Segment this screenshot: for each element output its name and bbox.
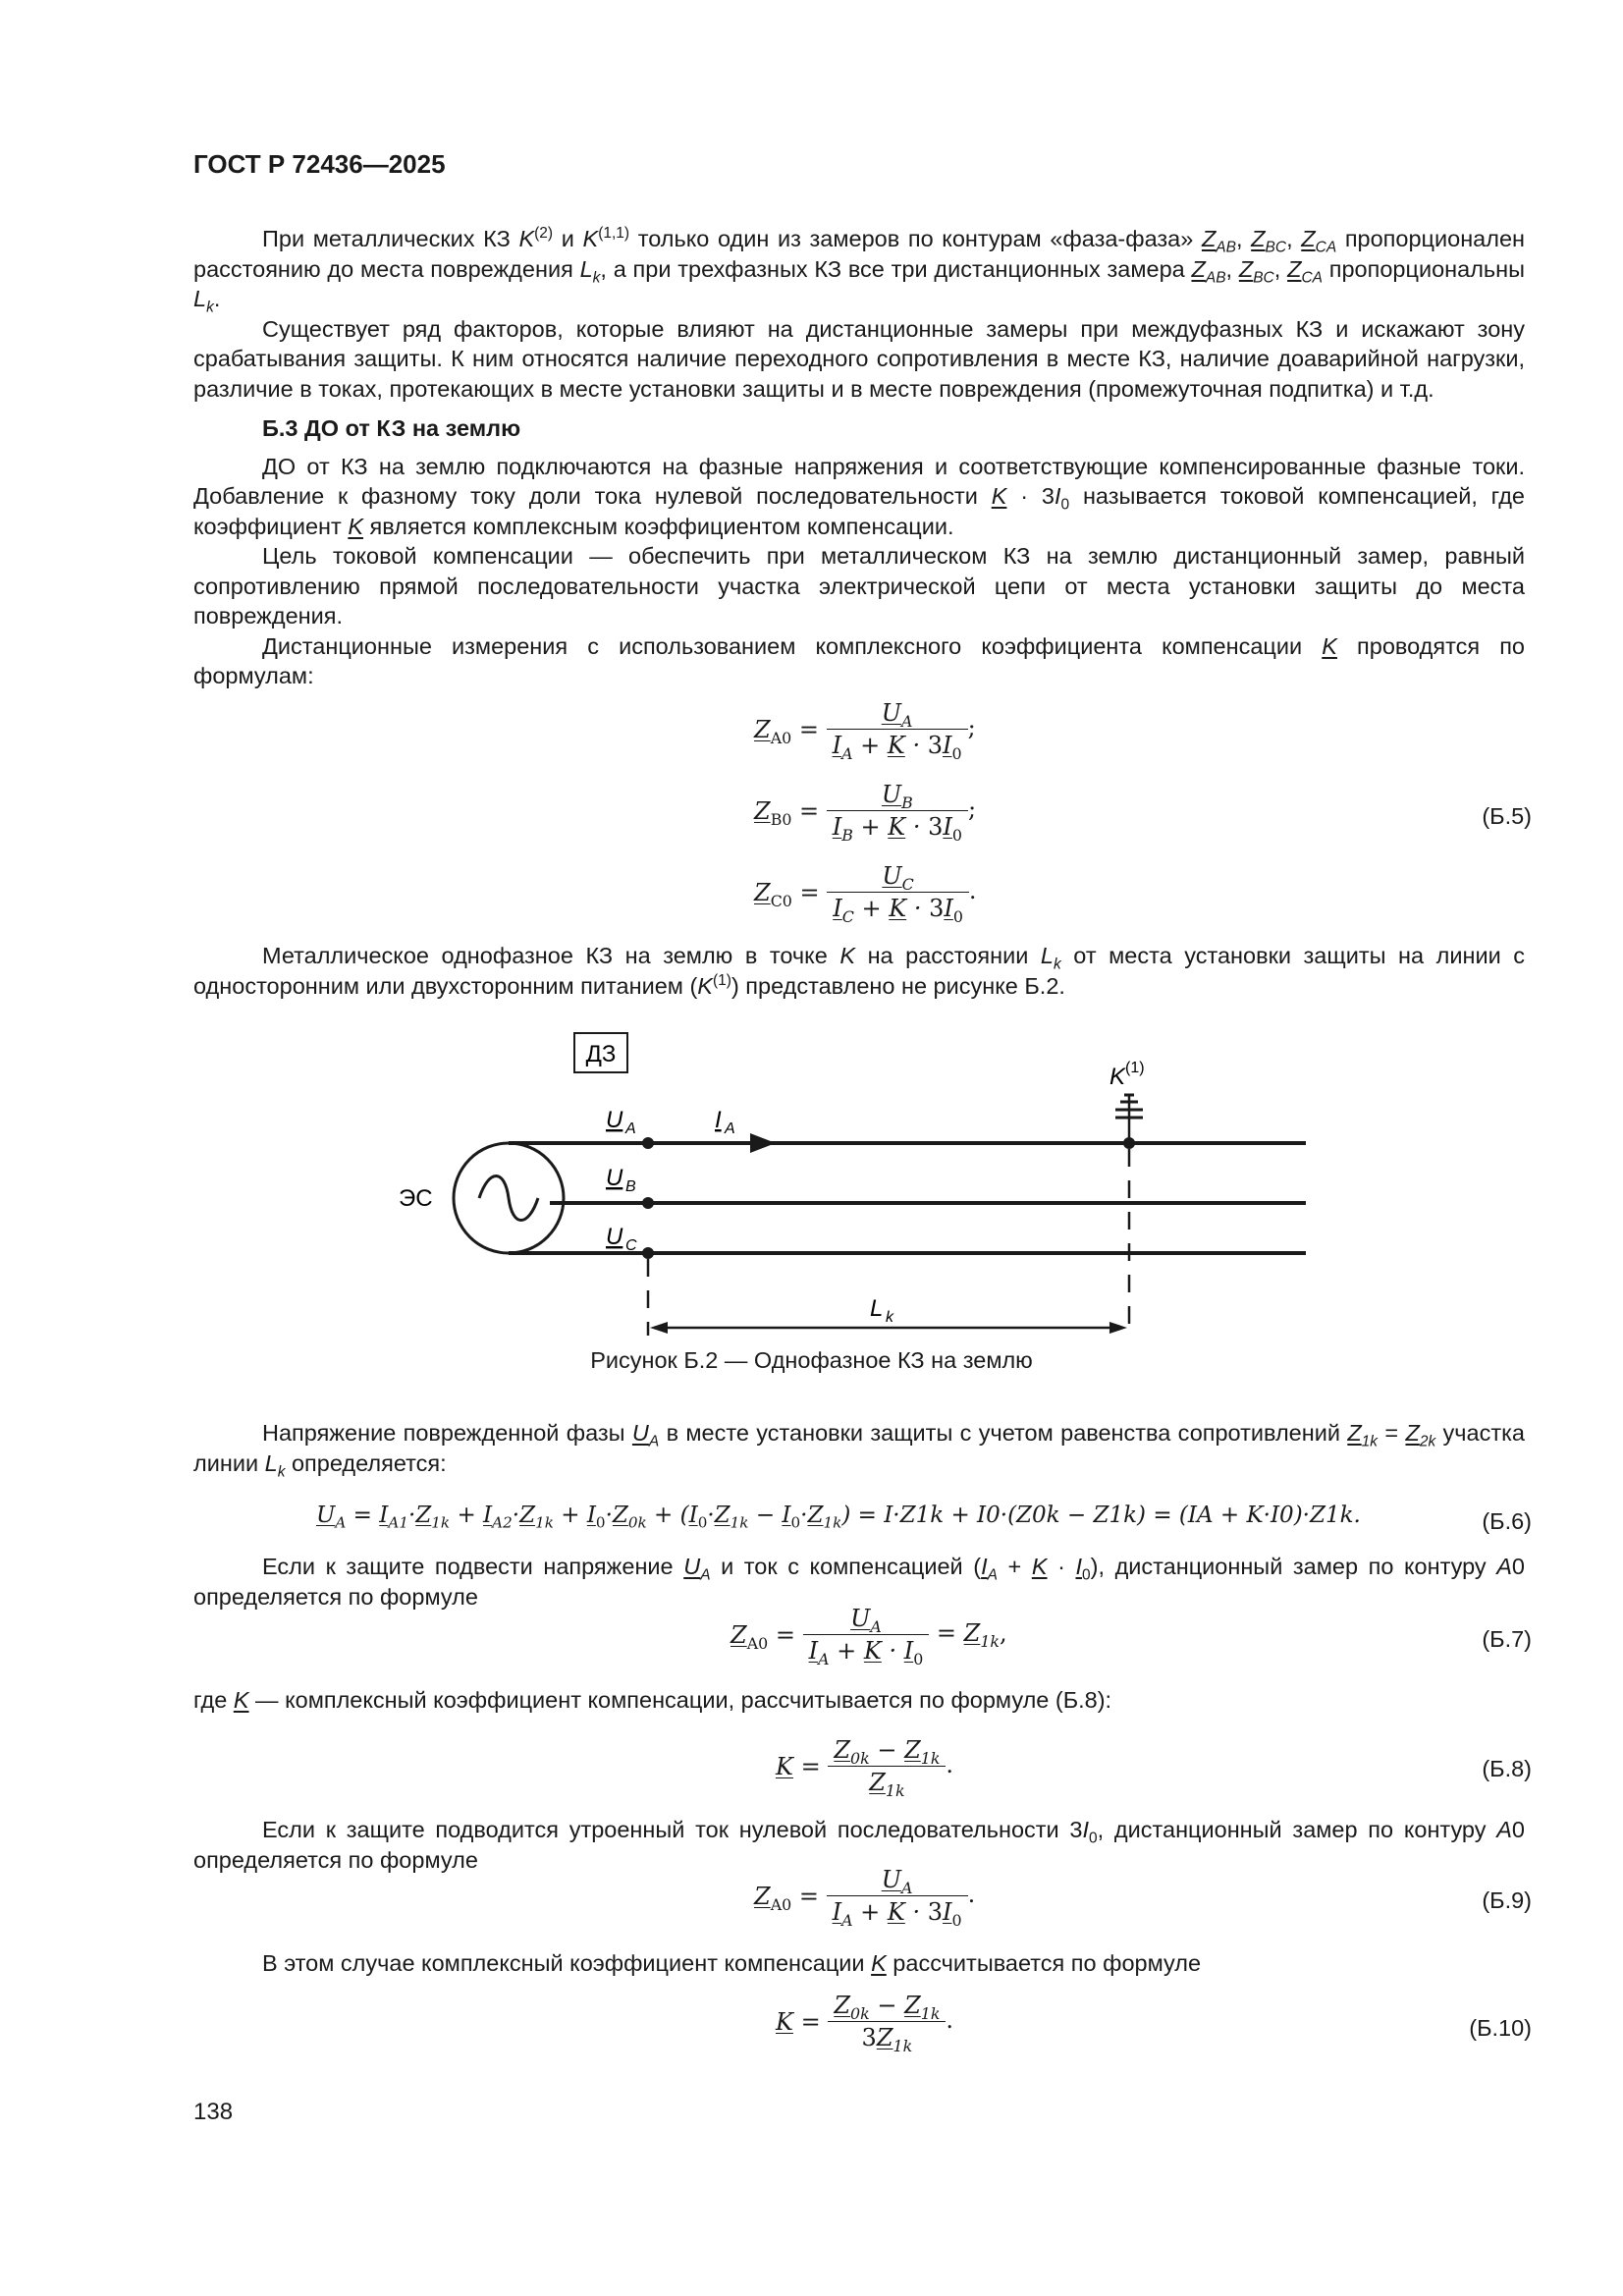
formula-zc0: $Z_{C0}$ = $\frac{U_C}{I_C + K \cdot 3I_0}$ . xyxy=(754,862,977,926)
equation-number-b6: (Б.6) xyxy=(1482,1508,1532,1534)
equation-number-b10: (Б.10) xyxy=(1469,2015,1532,2041)
equation-number-b7: (Б.7) xyxy=(1482,1626,1532,1652)
fault-sup: (1) xyxy=(1125,1060,1145,1076)
text-block-p7 xyxy=(193,1418,1525,1481)
figure-caption: Рисунок Б.2 — Однофазное КЗ на землю xyxy=(590,1347,1033,1373)
paragraph-9: где K — комплексный коэффициент компенсации, рассчитывается по формуле (Б.8): xyxy=(193,1687,1112,1713)
paragraph-1: При металлических КЗ $K^{(2)}$ и K$^{(1,1)}$ только один из замеров по контурам «фаза-фаза» $Z_{AB}$, $Z_{BC}$, $Z_{CA}$ пропорционален расстоянию до места повреждения $L_k$, а при трехфазных КЗ все три дистанционных замера $Z_{AB}$, $Z_{BC}$, $Z_{CA}$ пропорциональны $L_k$. xyxy=(193,225,1526,316)
equation-number-b5: (Б.5) xyxy=(1482,803,1532,829)
formula-za0: $Z_{A0}$ = $\frac{U_A}{I_A + K \cdot 3I_0}$ ; xyxy=(754,699,976,763)
paragraph-6: Металлическое однофазное КЗ на землю в точке K на расстоянии $L_k$ от места установки защиты на линии с односторонним или двухсторонним питанием $(K^{(1)})$ представлено не рисунке Б.2. xyxy=(193,943,1525,999)
formula-b6: $U_A = I_{A1}\cdot Z_{1k} + I_{A2}\cdot Z_{1k} + I_0\cdot Z_{0k} + (I_0\cdot Z_{1k} - I_0\cdot Z_{1k}) = I\cdot Z1k + I0\cdot(Z0k - Z1k) = (IA + K\cdot I0)\cdot Z1k$. xyxy=(316,1503,1361,1532)
formula-zb0: $Z_{B0}$ = $\frac{U_B}{I_B + K \cdot 3I_0}$ ; xyxy=(754,781,977,845)
equation-number-b8: (Б.8) xyxy=(1482,1756,1532,1781)
paragraph-7: Напряжение поврежденной фазы $U_A$ в месте установки защиты с учетом равенства сопротивлений $Z_{1k} = Z_{2k}$ участка линии $L_k$ определяется: xyxy=(193,1420,1525,1481)
text-block-p11 xyxy=(193,1948,1525,1979)
lk-arrow-right-icon xyxy=(1109,1322,1127,1334)
figure-single-phase-fault xyxy=(0,1011,1623,1345)
current-arrow-icon xyxy=(750,1133,776,1153)
fault-label: K xyxy=(1109,1064,1126,1090)
paragraph-10: Если к защите подводится утроенный ток нулевой последовательности $3I_0$, дистанционный замер по контуру A0 определяется по формуле xyxy=(193,1817,1525,1873)
dz-label: ДЗ xyxy=(585,1041,617,1067)
formula-b9: $Z_{A0}$ = $\frac{U_A}{I_A + K \cdot 3I_0}$ . xyxy=(754,1866,976,1930)
lk-arrow-left-icon xyxy=(650,1322,668,1334)
page-number: 138 xyxy=(193,2099,234,2125)
fault-node xyxy=(1123,1137,1135,1149)
ub-label: U xyxy=(606,1165,623,1191)
es-label: ЭС xyxy=(399,1185,433,1212)
paragraph-2: Существует ряд факторов, которые влияют на дистанционные замеры при междуфазных КЗ и искажают зону срабатывания защиты. К ним относятся наличие переходного сопротивления в месте КЗ, наличие доаварийной нагрузки, различие в токах, протекающих в месте установки защиты и в месте повреждения (промежуточная подпитка) и т.д. xyxy=(193,315,1525,402)
text-block-top xyxy=(193,224,1525,691)
node-uc xyxy=(642,1247,654,1259)
uc-label: U xyxy=(606,1224,623,1250)
document-header: ГОСТ Р 72436—2025 xyxy=(193,149,446,179)
node-ub xyxy=(642,1197,654,1209)
paragraph-11: В этом случае комплексный коэффициент компенсации K рассчитывается по формуле xyxy=(262,1950,1202,1976)
equation-number-b9: (Б.9) xyxy=(1482,1887,1532,1913)
formula-b8: K = $\frac{Z_{0k} - Z_{1k}}{Z_{1k}}$ . xyxy=(776,1736,954,1800)
text-block-figure-intro xyxy=(193,941,1525,1001)
lk-label: L xyxy=(870,1295,884,1322)
text-block-p9 xyxy=(193,1685,1525,1716)
paragraph-5: Дистанционные измерения с использованием комплексного коэффициента компенсации K проводятся по формулам: xyxy=(193,632,1525,688)
paragraph-4: Цель токовой компенсации — обеспечить при металлическом КЗ на землю дистанционный замер, равный сопротивлению прямой последовательности участка электрической цепи от места установки защиты до места повреждения. xyxy=(193,543,1525,629)
ua-label: U xyxy=(606,1107,623,1133)
ia-label: I xyxy=(715,1107,722,1133)
ub-sub: B xyxy=(625,1178,636,1195)
sine-wave-icon xyxy=(479,1176,538,1221)
text-block-p8 xyxy=(193,1552,1525,1612)
formula-b7: $Z_{A0}$ = $\frac{U_A}{I_A + K \cdot I_0}$ = $Z_{1k}$, xyxy=(730,1605,1007,1668)
formula-b10: K = $\frac{Z_{0k} - Z_{1k}}{3Z_{1k}}$ . xyxy=(776,1992,954,2055)
section-title: Б.3 ДО от КЗ на землю xyxy=(262,415,521,441)
paragraph-3: ДО от КЗ на землю подключаются на фазные напряжения и соответствующие компенсированные фазные токи. Добавление к фазному току доли тока нулевой последовательности $K \cdot 3I_0$ называется токовой компенсацией, где коэффициент K является комплексным коэффициентом компенсации. xyxy=(193,453,1525,539)
ua-sub: A xyxy=(625,1121,636,1137)
uc-sub: C xyxy=(625,1237,637,1254)
lk-sub: k xyxy=(886,1309,893,1326)
ia-sub: A xyxy=(725,1121,735,1137)
paragraph-8: Если к защите подвести напряжение $U_A$ и ток с компенсацией $(I_A + K \cdot I_0)$, дистанционный замер по контуру A0 определяется по формуле xyxy=(193,1554,1525,1610)
node-ua xyxy=(642,1137,654,1149)
